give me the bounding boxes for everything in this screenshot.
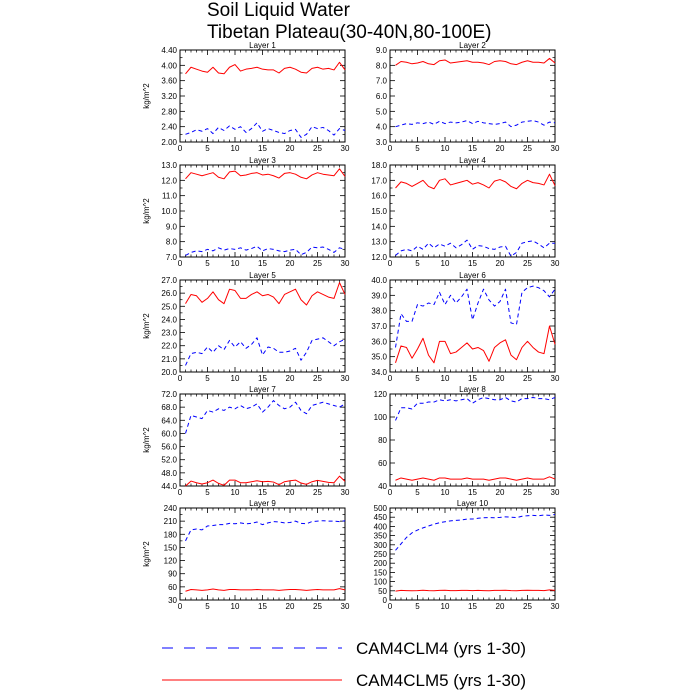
x-tick-label: 15 (258, 602, 267, 611)
y-tick-label: 40.0 (371, 276, 387, 285)
y-tick-label: 68.0 (161, 403, 177, 413)
x-tick-label: 15 (468, 602, 477, 611)
figure-title: Soil Liquid Water (207, 0, 350, 21)
x-tick-label: 20 (495, 374, 505, 383)
x-tick-label: 10 (230, 144, 240, 153)
y-tick-label: 150 (163, 543, 177, 553)
y-tick-label: 250 (373, 550, 387, 559)
y-tick-label: 3.60 (161, 76, 177, 86)
y-tick-label: 21.0 (161, 354, 177, 364)
y-tick-label: 120 (373, 390, 387, 399)
x-tick-label: 20 (495, 602, 505, 611)
y-tick-label: 56.0 (161, 442, 177, 452)
y-tick-label: 200 (373, 559, 387, 569)
series-line-cam4clm4 (186, 123, 346, 138)
y-tick-label: 6.0 (375, 92, 387, 101)
x-tick-label: 0 (387, 374, 393, 383)
x-tick-label: 25 (523, 602, 532, 611)
y-tick-label: 13.0 (371, 237, 387, 247)
figure-subtitle: Tibetan Plateau(30-40N,80-100E) (207, 22, 492, 43)
series-line-cam4clm5 (396, 174, 556, 189)
x-tick-label: 10 (230, 374, 240, 383)
x-tick-label: 5 (415, 602, 420, 611)
y-tick-label: 20.0 (161, 368, 177, 377)
x-tick-label: 15 (258, 259, 267, 268)
y-tick-label: 35.0 (371, 352, 387, 362)
y-tick-label: 12.0 (371, 253, 387, 262)
x-tick-label: 25 (523, 488, 532, 497)
y-tick-label: 8.0 (165, 237, 177, 247)
x-tick-label: 0 (177, 602, 183, 611)
x-tick-label: 20 (495, 144, 505, 153)
y-tick-label: 210 (163, 517, 177, 527)
x-tick-label: 30 (550, 488, 560, 497)
x-tick-label: 30 (340, 488, 350, 497)
y-axis-label: kg/m^2 (142, 83, 151, 109)
panel-layer-4 (371, 156, 560, 268)
y-tick-label: 150 (373, 568, 387, 578)
series-line-cam4clm4 (186, 401, 346, 434)
x-tick-label: 20 (495, 259, 505, 268)
y-tick-label: 3.0 (375, 138, 387, 147)
panel-title: Layer 4 (459, 156, 486, 165)
panel-title: Layer 2 (459, 41, 486, 50)
series-line-cam4clm4 (396, 514, 556, 550)
y-tick-label: 12.0 (161, 176, 177, 186)
x-tick-label: 10 (440, 374, 450, 383)
x-tick-label: 25 (313, 602, 322, 611)
y-tick-label: 30 (168, 596, 177, 605)
x-tick-label: 0 (177, 374, 183, 383)
series-line-cam4clm5 (186, 283, 346, 305)
plot-frame (180, 280, 345, 372)
panel-title: Layer 6 (459, 271, 486, 280)
series-line-cam4clm4 (396, 121, 556, 127)
legend (162, 639, 526, 690)
y-tick-label: 22.0 (161, 341, 177, 351)
x-tick-label: 10 (230, 488, 240, 497)
panel-layer-3 (142, 156, 350, 268)
y-tick-label: 4.00 (161, 61, 177, 71)
panel-title: Layer 10 (456, 499, 489, 508)
y-tick-label: 50 (378, 586, 387, 596)
panel-layer-5 (142, 271, 350, 383)
x-tick-label: 5 (415, 144, 420, 153)
y-axis-label: kg/m^2 (142, 427, 151, 453)
y-tick-label: 26.0 (161, 289, 177, 299)
x-tick-label: 20 (495, 488, 505, 497)
x-tick-label: 5 (205, 259, 210, 268)
y-tick-label: 24.0 (161, 315, 177, 325)
panel-layer-6 (371, 271, 560, 383)
y-tick-label: 17.0 (371, 176, 387, 186)
x-tick-label: 15 (468, 374, 477, 383)
y-tick-label: 5.0 (375, 107, 387, 117)
x-tick-label: 5 (415, 488, 420, 497)
y-tick-label: 37.0 (371, 322, 387, 331)
plot-frame (180, 165, 345, 257)
y-tick-label: 100 (373, 577, 387, 587)
y-tick-label: 13.0 (161, 161, 177, 170)
y-tick-label: 300 (373, 540, 387, 550)
x-tick-label: 10 (230, 602, 240, 611)
plot-frame (180, 394, 345, 486)
x-tick-label: 30 (340, 144, 350, 153)
plot-frame (390, 280, 555, 372)
x-tick-label: 0 (177, 488, 183, 497)
y-axis-label: kg/m^2 (142, 313, 151, 339)
x-tick-label: 0 (177, 144, 183, 153)
x-tick-label: 5 (205, 488, 210, 497)
y-tick-label: 350 (373, 531, 387, 541)
x-tick-label: 20 (285, 488, 295, 497)
x-tick-label: 15 (258, 488, 267, 497)
x-tick-label: 10 (230, 259, 240, 268)
y-tick-label: 16.0 (371, 191, 387, 201)
series-line-cam4clm4 (186, 246, 346, 255)
x-tick-label: 5 (415, 259, 420, 268)
y-tick-label: 52.0 (161, 455, 177, 465)
panel-title: Layer 7 (249, 385, 276, 394)
x-tick-label: 0 (387, 144, 393, 153)
x-tick-label: 20 (285, 602, 295, 611)
series-line-cam4clm5 (186, 476, 346, 486)
x-tick-label: 30 (550, 374, 560, 383)
y-tick-label: 100 (373, 413, 387, 422)
y-tick-label: 240 (163, 504, 177, 513)
y-tick-label: 4.0 (375, 122, 387, 132)
y-tick-label: 7.0 (375, 76, 387, 86)
panel-title: Layer 5 (249, 271, 276, 280)
plot-frame (390, 394, 555, 486)
y-tick-label: 18.0 (371, 161, 387, 170)
y-tick-label: 44.0 (161, 482, 177, 491)
y-tick-label: 9.0 (165, 222, 177, 232)
series-line-cam4clm5 (396, 590, 556, 591)
x-tick-label: 30 (340, 259, 350, 268)
y-tick-label: 34.0 (371, 368, 387, 377)
y-tick-label: 23.0 (161, 328, 177, 338)
x-tick-label: 30 (550, 602, 560, 611)
x-tick-label: 25 (523, 144, 532, 153)
y-tick-label: 7.0 (165, 253, 177, 262)
series-line-cam4clm4 (396, 286, 556, 347)
legend-label: CAM4CLM4 (yrs 1-30) (356, 639, 527, 658)
y-tick-label: 120 (163, 556, 177, 566)
x-tick-label: 0 (387, 259, 393, 268)
x-tick-label: 15 (468, 259, 477, 268)
x-tick-label: 25 (523, 374, 532, 383)
y-tick-label: 27.0 (161, 276, 177, 285)
x-tick-label: 20 (285, 259, 295, 268)
x-tick-label: 15 (468, 144, 477, 153)
panel-layer-10 (374, 499, 560, 611)
panel-layer-8 (374, 385, 560, 497)
y-tick-label: 14.0 (371, 222, 387, 232)
y-tick-label: 2.00 (161, 138, 177, 147)
x-tick-label: 15 (258, 144, 267, 153)
x-tick-label: 0 (387, 488, 393, 497)
x-tick-label: 15 (258, 374, 267, 383)
y-tick-label: 25.0 (161, 302, 177, 312)
y-tick-label: 80 (378, 436, 387, 445)
x-tick-label: 25 (313, 259, 322, 268)
y-tick-label: 400 (373, 522, 387, 532)
y-tick-label: 64.0 (161, 416, 177, 426)
panel-title: Layer 3 (249, 156, 276, 165)
y-tick-label: 2.40 (161, 122, 177, 132)
y-tick-label: 38.0 (371, 306, 387, 316)
x-tick-label: 20 (285, 374, 295, 383)
y-tick-label: 450 (373, 513, 387, 523)
x-tick-label: 5 (205, 602, 210, 611)
series-line-cam4clm4 (396, 240, 556, 256)
panel-layer-9 (142, 499, 350, 611)
panel-title: Layer 1 (249, 41, 276, 50)
panel-layer-2 (376, 41, 560, 153)
y-tick-label: 36.0 (371, 337, 387, 347)
series-line-cam4clm5 (396, 477, 556, 480)
x-tick-label: 10 (440, 488, 450, 497)
y-tick-label: 11.0 (162, 191, 177, 201)
panel-title: Layer 9 (249, 499, 276, 508)
x-tick-label: 10 (440, 259, 450, 268)
plot-frame (180, 50, 345, 142)
panel-layer-7 (142, 385, 350, 497)
y-axis-label: kg/m^2 (142, 541, 151, 567)
x-tick-label: 30 (550, 144, 560, 153)
x-tick-label: 30 (340, 374, 350, 383)
series-line-cam4clm5 (186, 589, 346, 592)
legend-label: CAM4CLM5 (yrs 1-30) (356, 671, 527, 690)
x-tick-label: 5 (415, 374, 420, 383)
series-line-cam4clm5 (396, 326, 556, 363)
panel-layer-1 (142, 41, 350, 153)
y-tick-label: 2.80 (161, 107, 177, 117)
y-tick-label: 10.0 (161, 207, 177, 216)
x-tick-label: 30 (550, 259, 560, 268)
x-tick-label: 10 (440, 602, 450, 611)
x-tick-label: 25 (313, 488, 322, 497)
y-tick-label: 4.40 (161, 46, 177, 55)
y-tick-label: 0 (382, 596, 387, 605)
y-tick-label: 60 (378, 459, 387, 468)
x-tick-label: 25 (523, 259, 532, 268)
series-line-cam4clm4 (186, 338, 346, 366)
y-tick-label: 8.0 (375, 61, 387, 71)
panel-grid (142, 41, 560, 611)
plot-frame (390, 508, 555, 600)
x-tick-label: 5 (205, 144, 210, 153)
series-line-cam4clm4 (186, 521, 346, 541)
y-tick-label: 180 (163, 530, 177, 540)
x-tick-label: 25 (313, 374, 322, 383)
x-tick-label: 15 (468, 488, 477, 497)
y-tick-label: 90 (168, 569, 177, 579)
series-line-cam4clm5 (396, 58, 556, 65)
series-line-cam4clm4 (396, 397, 556, 420)
series-line-cam4clm5 (186, 169, 346, 179)
y-tick-label: 60 (168, 582, 177, 592)
y-tick-label: 500 (373, 504, 387, 513)
y-tick-label: 48.0 (161, 468, 177, 478)
y-tick-label: 15.0 (371, 207, 387, 216)
x-tick-label: 30 (340, 602, 350, 611)
y-axis-label: kg/m^2 (142, 198, 151, 224)
y-tick-label: 3.20 (161, 92, 177, 101)
y-tick-label: 72.0 (161, 390, 177, 399)
x-tick-label: 25 (313, 144, 322, 153)
x-tick-label: 5 (205, 374, 210, 383)
y-tick-label: 60.0 (161, 429, 177, 439)
panel-title: Layer 8 (459, 385, 486, 394)
y-tick-label: 40 (378, 482, 387, 491)
y-tick-label: 9.0 (375, 46, 387, 55)
series-line-cam4clm5 (186, 62, 346, 73)
plot-frame (180, 508, 345, 600)
x-tick-label: 0 (387, 602, 393, 611)
plot-frame (390, 165, 555, 257)
x-tick-label: 10 (440, 144, 450, 153)
y-tick-label: 39.0 (371, 291, 387, 301)
x-tick-label: 20 (285, 144, 295, 153)
x-tick-label: 0 (177, 259, 183, 268)
